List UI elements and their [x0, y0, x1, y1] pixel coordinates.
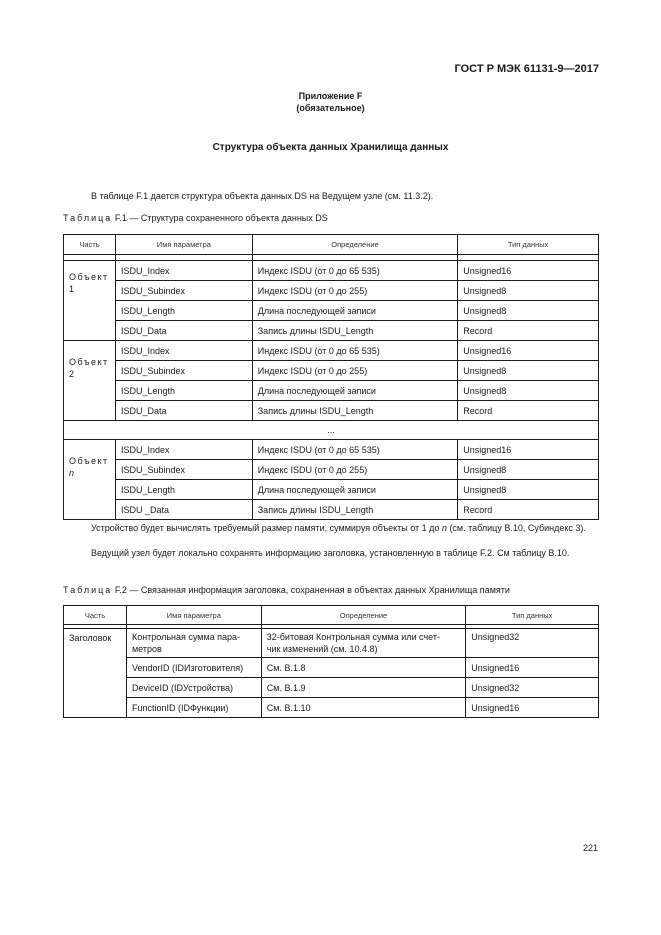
- table-row: [64, 480, 599, 500]
- table-row: [64, 301, 599, 321]
- appendix-title: Приложение F: [298, 91, 363, 101]
- definition-cell: Запись длины ISDU_Length: [252, 500, 458, 520]
- table-row: [64, 629, 599, 658]
- paragraph-header-info: Ведущий узел будет локально сохранять информацию заголовка, установленную в таблице F.2. См таблицу B.10.: [91, 548, 570, 558]
- paragraph-memory-size: Устройство будет вычислять требуемый размер памяти, суммируя объекты от 1 до n (см. таблицу B.10, Субиндекс 3).: [91, 523, 586, 533]
- param-cell: ISDU_Index: [115, 440, 252, 460]
- appendix-status: (обязательное): [296, 103, 365, 113]
- definition-cell: Индекс ISDU (от 0 до 255): [252, 281, 458, 301]
- intro-paragraph: В таблице F.1 дается структура объекта данных DS на Ведущем узле (см. 11.3.2).: [91, 191, 434, 201]
- type-cell: Record: [458, 500, 599, 520]
- ellipsis-row: [64, 421, 599, 440]
- definition-cell: Запись длины ISDU_Length: [252, 321, 458, 341]
- definition-cell: Длина последующей записи: [252, 480, 458, 500]
- param-cell: ISDU_Index: [115, 341, 252, 361]
- type-cell: Record: [458, 401, 599, 421]
- type-cell: Unsigned8: [458, 460, 599, 480]
- param-cell: ISDU_Length: [115, 301, 252, 321]
- param-cell: Контрольная сумма пара- метров: [126, 629, 261, 658]
- table-row: [64, 321, 599, 341]
- param-cell: FunctionID (IDФункции): [126, 698, 261, 718]
- definition-cell: См. B.1.10: [261, 698, 465, 718]
- definition-cell: Индекс ISDU (от 0 до 255): [252, 361, 458, 381]
- definition-cell: 32-битовая Контрольная сумма или счет- чик изменений (см. 10.4.8): [261, 629, 465, 658]
- header-cell: Имя параметра: [115, 235, 252, 255]
- param-cell: ISDU_Subindex: [115, 281, 252, 301]
- definition-cell: Индекс ISDU (от 0 до 65 535): [252, 261, 458, 281]
- table-row: [64, 341, 599, 361]
- table2-caption: Таблица F.2 — Связанная информация заголовка, сохраненная в объектах данных Хранилища памяти: [63, 585, 510, 595]
- table-row: [64, 678, 599, 698]
- part-cell: Объект 2: [64, 341, 116, 421]
- definition-cell: Длина последующей записи: [252, 301, 458, 321]
- table-f1: [63, 234, 599, 520]
- type-cell: Unsigned16: [458, 341, 599, 361]
- definition-cell: Индекс ISDU (от 0 до 65 535): [252, 341, 458, 361]
- table-row: [64, 440, 599, 460]
- table-row: [64, 460, 599, 480]
- header-cell: Тип данных: [466, 606, 599, 625]
- table-f2: [63, 605, 599, 718]
- table-row: [64, 281, 599, 301]
- param-cell: ISDU_Length: [115, 381, 252, 401]
- param-cell: ISDU_Subindex: [115, 361, 252, 381]
- type-cell: Unsigned16: [458, 440, 599, 460]
- table-header-row: [64, 235, 599, 255]
- table-row: [64, 381, 599, 401]
- type-cell: Unsigned8: [458, 361, 599, 381]
- param-cell: ISDU_Subindex: [115, 460, 252, 480]
- header-cell: Часть: [64, 235, 116, 255]
- param-cell: DeviceID (IDУстройства): [126, 678, 261, 698]
- header-cell: Определение: [252, 235, 458, 255]
- type-cell: Unsigned16: [466, 698, 599, 718]
- standard-header: ГОСТ Р МЭК 61131-9—2017: [454, 63, 599, 75]
- header-cell: Имя параметра: [126, 606, 261, 625]
- definition-cell: Индекс ISDU (от 0 до 255): [252, 460, 458, 480]
- header-cell: Тип данных: [458, 235, 599, 255]
- type-cell: Unsigned8: [458, 281, 599, 301]
- type-cell: Unsigned16: [466, 658, 599, 678]
- table-row: [64, 261, 599, 281]
- part-cell: Объект 1: [64, 261, 116, 341]
- param-cell: ISDU_Index: [115, 261, 252, 281]
- definition-cell: Длина последующей записи: [252, 381, 458, 401]
- page-number: 221: [582, 843, 598, 853]
- part-cell: Заголовок: [64, 629, 127, 718]
- param-cell: ISDU_Data: [115, 401, 252, 421]
- section-title: Структура объекта данных Хранилища данных: [212, 142, 449, 153]
- definition-cell: Индекс ISDU (от 0 до 65 535): [252, 440, 458, 460]
- type-cell: Unsigned32: [466, 629, 599, 658]
- type-cell: Unsigned32: [466, 678, 599, 698]
- table1-caption: Таблица F.1 — Структура сохраненного объекта данных DS: [63, 213, 328, 223]
- type-cell: Unsigned8: [458, 381, 599, 401]
- type-cell: Unsigned16: [458, 261, 599, 281]
- param-cell: ISDU_Length: [115, 480, 252, 500]
- header-cell: Часть: [64, 606, 127, 625]
- header-cell: Определение: [261, 606, 465, 625]
- table-row: [64, 401, 599, 421]
- param-cell: ISDU _Data: [115, 500, 252, 520]
- param-cell: VendorID (IDИзготовителя): [126, 658, 261, 678]
- table-row: [64, 361, 599, 381]
- table-row: [64, 698, 599, 718]
- table-row: [64, 658, 599, 678]
- table-header-row: [64, 606, 599, 625]
- type-cell: Unsigned8: [458, 301, 599, 321]
- definition-cell: Запись длины ISDU_Length: [252, 401, 458, 421]
- part-cell: Объект n: [64, 440, 116, 520]
- ellipsis-cell: ...: [64, 421, 599, 440]
- definition-cell: См. B.1.8: [261, 658, 465, 678]
- param-cell: ISDU_Data: [115, 321, 252, 341]
- table-row: [64, 500, 599, 520]
- type-cell: Record: [458, 321, 599, 341]
- type-cell: Unsigned8: [458, 480, 599, 500]
- definition-cell: См. B.1.9: [261, 678, 465, 698]
